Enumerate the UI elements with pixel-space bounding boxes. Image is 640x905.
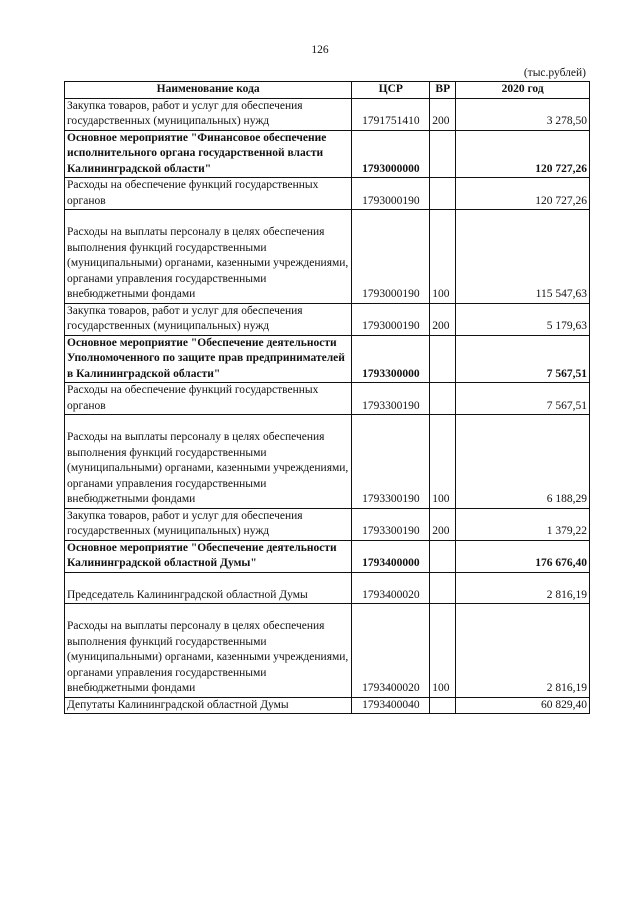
cell-vr [430, 178, 456, 210]
header-year: 2020 год [456, 82, 590, 99]
table-row [65, 383, 590, 415]
table-row [65, 303, 590, 335]
cell-sum: 176 676,40 [456, 540, 590, 572]
table-row [65, 98, 590, 130]
cell-sum: 120 727,26 [456, 178, 590, 210]
cell-csr: 1793300190 [352, 508, 430, 540]
table-row [65, 540, 590, 572]
cell-sum: 3 278,50 [456, 98, 590, 130]
cell-csr: 1793300000 [352, 335, 430, 383]
table-row [65, 178, 590, 210]
page-number: 126 [311, 44, 329, 56]
header-vr: ВР [430, 82, 456, 99]
cell-name: Закупка товаров, работ и услуг для обеспечения государственных (муниципальных) нужд [65, 508, 352, 540]
cell-csr: 1793400000 [352, 540, 430, 572]
cell-csr: 1793300190 [352, 383, 430, 415]
cell-name: Расходы на обеспечение функций государственных органов [65, 383, 352, 415]
units-label: (тыс.рублей) [523, 67, 586, 79]
cell-sum: 5 179,63 [456, 303, 590, 335]
cell-vr [430, 572, 456, 604]
table-row [65, 130, 590, 178]
cell-sum: 1 379,22 [456, 508, 590, 540]
cell-vr: 200 [430, 508, 456, 540]
cell-csr: 1793400020 [352, 604, 430, 698]
cell-csr: 1793400020 [352, 572, 430, 604]
cell-csr: 1791751410 [352, 98, 430, 130]
header-csr: ЦСР [352, 82, 430, 99]
cell-csr: 1793000190 [352, 303, 430, 335]
cell-name: Расходы на выплаты персоналу в целях обеспечения выполнения функций государственными (муниципальными) органами, казенными учреждениями, органами управления государственными внебюджетными фондами [65, 415, 352, 509]
cell-vr: 200 [430, 98, 456, 130]
cell-vr: 100 [430, 210, 456, 304]
cell-sum: 60 829,40 [456, 697, 590, 714]
cell-csr: 1793000190 [352, 210, 430, 304]
cell-name: Закупка товаров, работ и услуг для обеспечения государственных (муниципальных) нужд [65, 98, 352, 130]
cell-sum: 7 567,51 [456, 335, 590, 383]
cell-sum: 7 567,51 [456, 383, 590, 415]
cell-csr: 1793400040 [352, 697, 430, 714]
cell-csr: 1793300190 [352, 415, 430, 509]
cell-sum: 120 727,26 [456, 130, 590, 178]
cell-vr [430, 130, 456, 178]
cell-vr [430, 383, 456, 415]
cell-name: Основное мероприятие "Финансовое обеспечение исполнительного органа государственной власти Калининградской области" [65, 130, 352, 178]
cell-csr: 1793000190 [352, 178, 430, 210]
table-row [65, 604, 590, 698]
table-header-row [65, 82, 590, 99]
budget-table [64, 81, 590, 714]
cell-name: Расходы на обеспечение функций государственных органов [65, 178, 352, 210]
header-name: Наименование кода [65, 82, 352, 99]
cell-vr: 200 [430, 303, 456, 335]
table-body [65, 98, 590, 714]
table-row [65, 508, 590, 540]
table-row [65, 572, 590, 604]
cell-name: Закупка товаров, работ и услуг для обеспечения государственных (муниципальных) нужд [65, 303, 352, 335]
cell-name: Основное мероприятие "Обеспечение деятельности Уполномоченного по защите прав предпринимателей в Калининградской области" [65, 335, 352, 383]
cell-name: Основное мероприятие "Обеспечение деятельности Калининградской областной Думы" [65, 540, 352, 572]
cell-vr: 100 [430, 415, 456, 509]
table-row [65, 210, 590, 304]
cell-vr [430, 697, 456, 714]
cell-vr [430, 540, 456, 572]
table-row [65, 335, 590, 383]
cell-name: Депутаты Калининградской областной Думы [65, 697, 352, 714]
cell-name: Расходы на выплаты персоналу в целях обеспечения выполнения функций государственными (муниципальными) органами, казенными учреждениями, органами управления государственными внебюджетными фондами [65, 604, 352, 698]
cell-csr: 1793000000 [352, 130, 430, 178]
cell-sum: 2 816,19 [456, 604, 590, 698]
cell-name: Расходы на выплаты персоналу в целях обеспечения выполнения функций государственными (муниципальными) органами, казенными учреждениями, органами управления государственными внебюджетными фондами [65, 210, 352, 304]
cell-vr [430, 335, 456, 383]
cell-sum: 2 816,19 [456, 572, 590, 604]
cell-name: Председатель Калининградской областной Думы [65, 572, 352, 604]
table-row [65, 415, 590, 509]
table-row [65, 697, 590, 714]
cell-sum: 115 547,63 [456, 210, 590, 304]
cell-sum: 6 188,29 [456, 415, 590, 509]
cell-vr: 100 [430, 604, 456, 698]
